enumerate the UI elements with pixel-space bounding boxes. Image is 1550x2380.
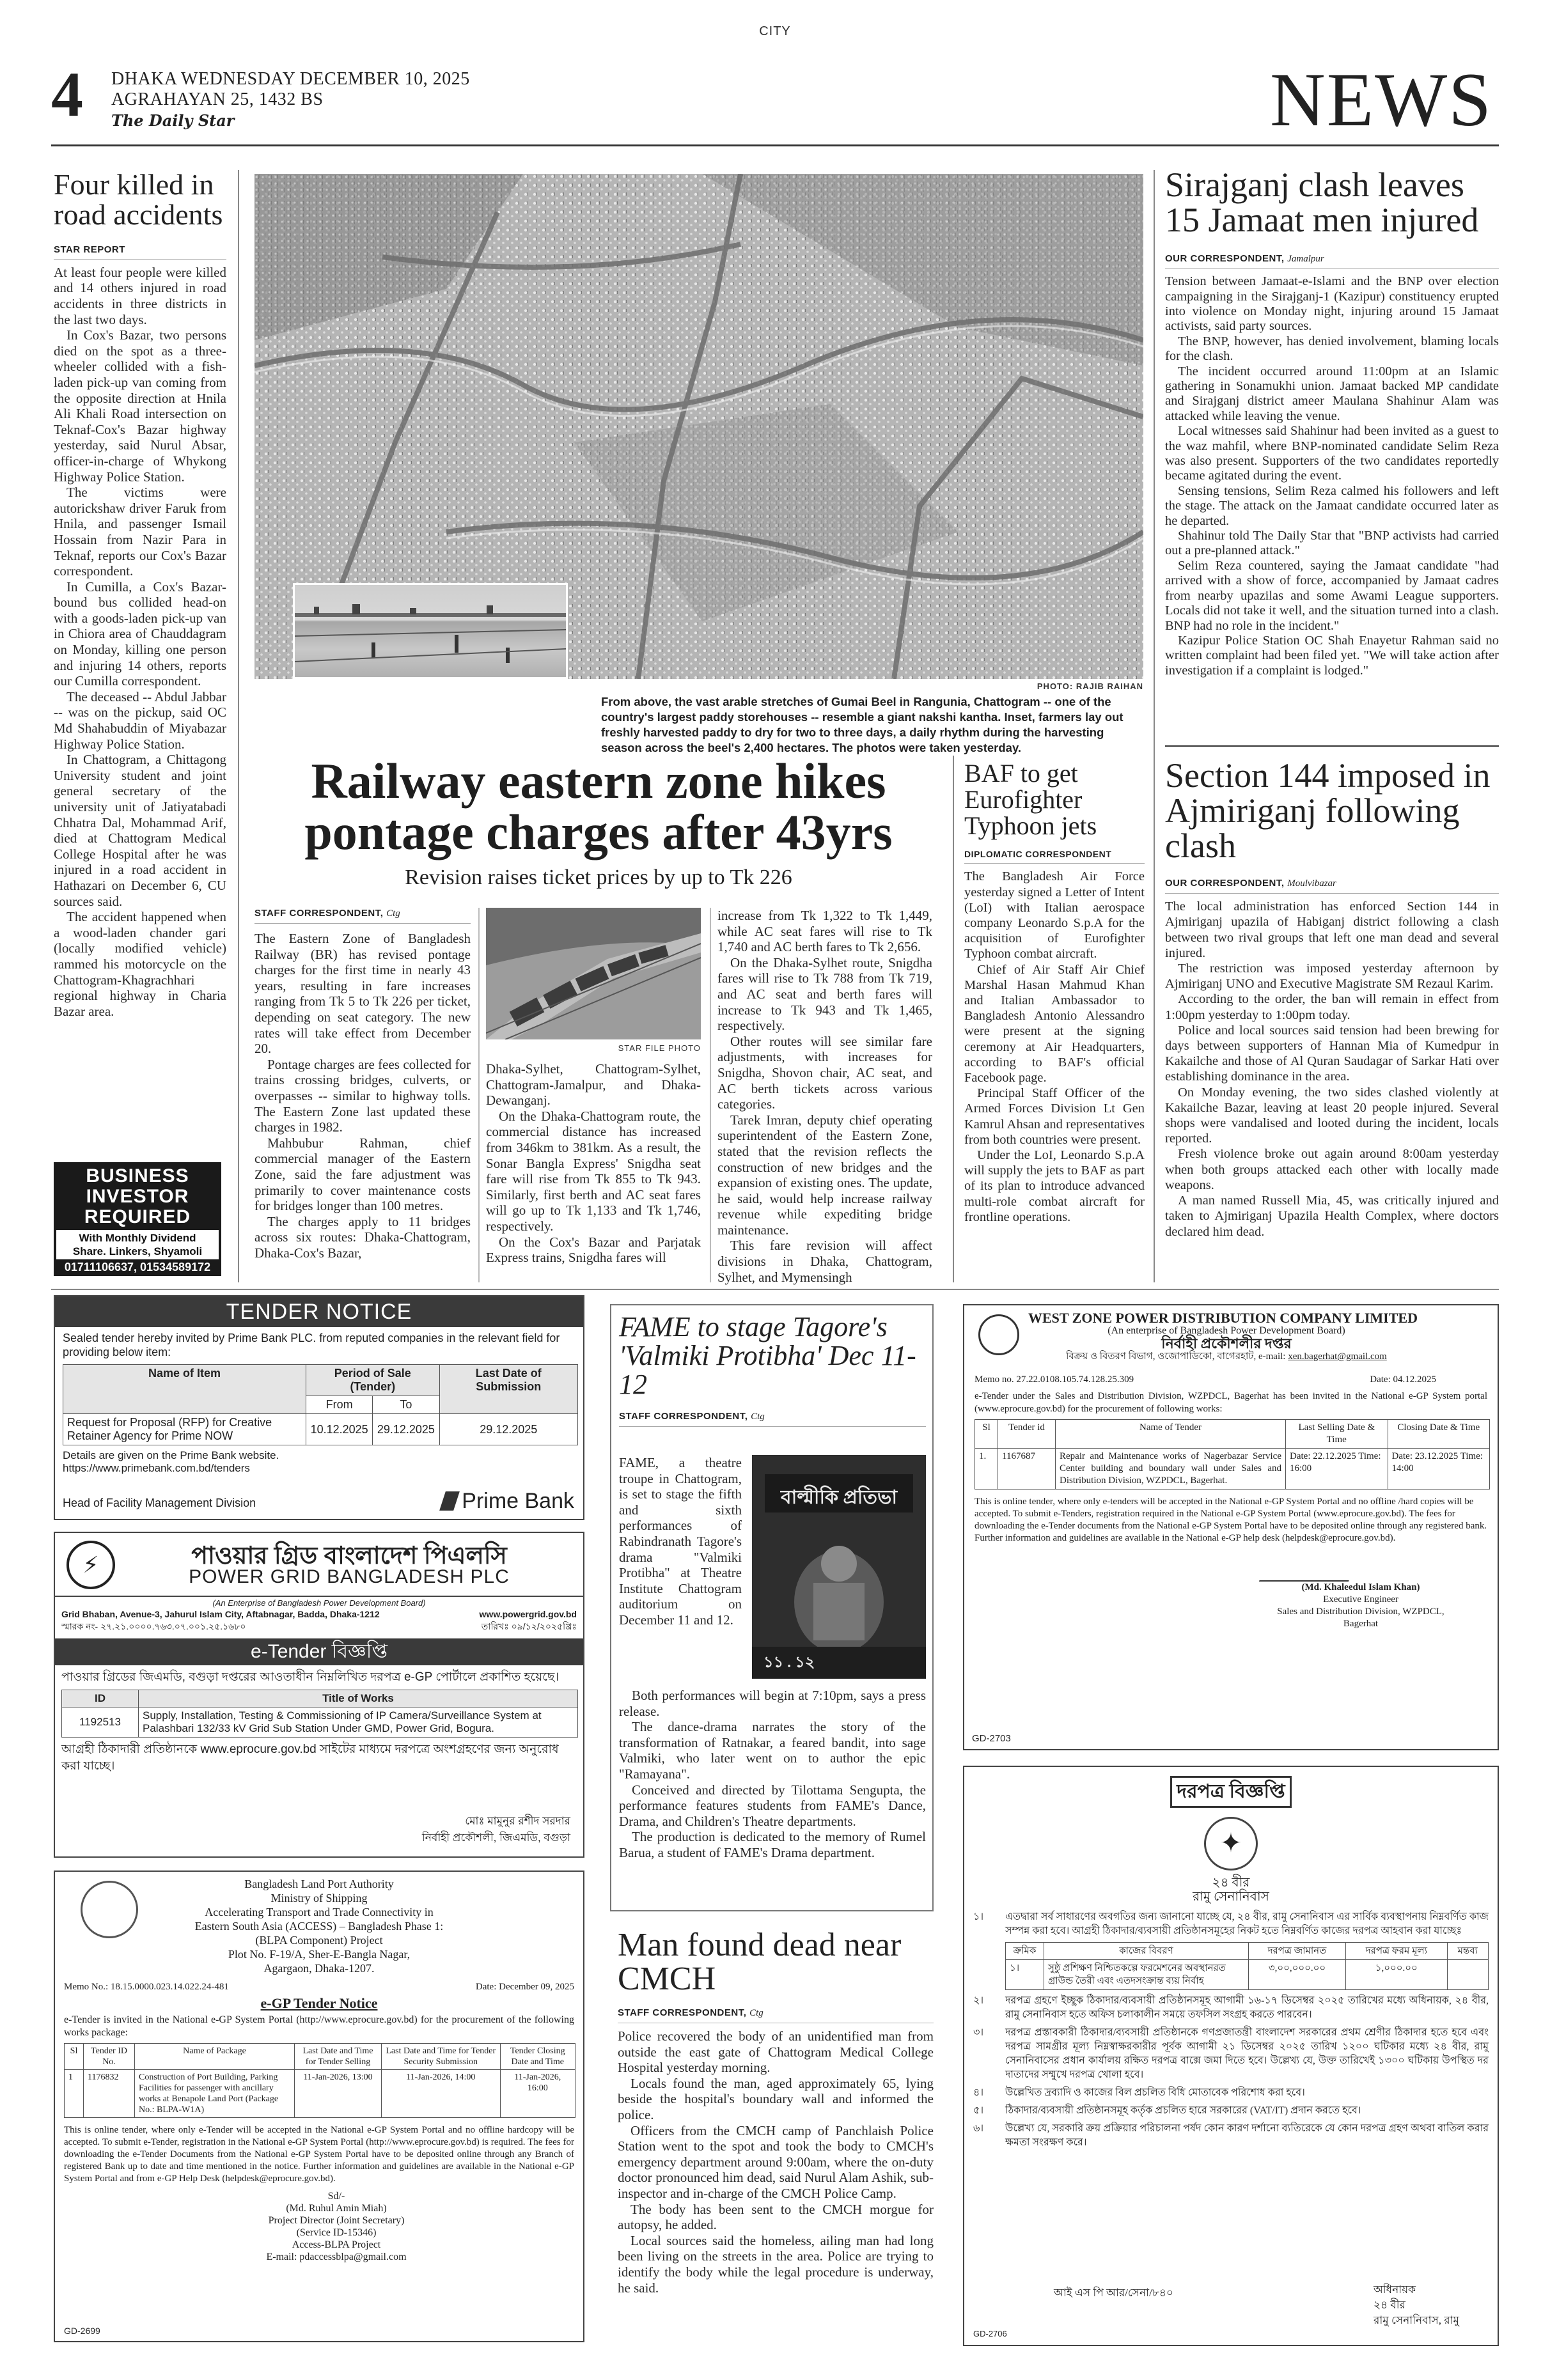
blpa-date: Date: December 09, 2025	[475, 1982, 574, 1992]
sirajganj-headline: Sirajganj clash leaves 15 Jamaat men injured	[1165, 166, 1479, 240]
prime-note1: Details are given on the Prime Bank website.	[63, 1449, 279, 1461]
aerial-photo	[254, 174, 1143, 679]
blpa-tender	[54, 1871, 584, 2342]
cmch-headline: Man found dead near CMCH	[618, 1927, 902, 1998]
railway-byline	[254, 908, 471, 924]
pgb-en-name: POWER GRID BANGLADESH PLC	[189, 1566, 510, 1587]
prime-to: 29.12.2025	[373, 1414, 439, 1445]
business-ad-line2: INVESTOR	[86, 1186, 189, 1207]
wzpdcl-s4: Bagerhat	[1343, 1619, 1379, 1629]
road-para: In Cumilla, a Cox's Bazar-bound bus collided head-on with a goods-laden pick-up van in Chiora area of Chauddagram on Monday, killing one person and injuring 14 others, reports our Cumilla correspondent.	[54, 579, 226, 689]
wzpdcl-memo: Memo no. 27.22.0108.105.74.128.25.309	[975, 1374, 1134, 1385]
pgb-invite: আগ্রহী ঠিকাদারী প্রতিষ্ঠানকে www.eprocure.gov.bd সাইটের মাধ্যমে দরপত্রে অংশগ্রহণের জন্য অনুরোধ করা যাচ্ছে।	[61, 1743, 559, 1773]
page-number: 4	[51, 59, 83, 130]
army-table	[1005, 1942, 1489, 1990]
sirajganj-para: The BNP, however, has denied involvement, blaming locals for the clash.	[1165, 334, 1499, 364]
sirajganj-para: Local witnesses said Shahinur had been invited as a guest to the waz mahfil, where BNP-nominated candidate Selim Reza was also present. Supporters of the two candidates reportedly became agitated during the event.	[1165, 424, 1499, 483]
railway-para: Dhaka-Sylhet, Chattogram-Sylhet, Chattogram-Jamalpur, and Dhaka-Dewanganj.	[486, 1061, 701, 1108]
blpa-th: Name of Package	[135, 2044, 295, 2070]
cmch-byline	[618, 2007, 934, 2023]
prime-brand	[442, 1489, 574, 1514]
wzpdcl-td: 1.	[975, 1449, 998, 1489]
prime-logo-icon	[439, 1491, 460, 1511]
blpa-td: Construction of Port Building, Parking Facilities for passenger with ancillary works at Benapole Land Port (Package No.: BLPA-W1A)	[135, 2070, 295, 2118]
army-title: দরপত্র বিজ্ঞপ্তি	[1170, 1776, 1292, 1808]
railway-para: On the Cox's Bazar and Parjatak Express trains, Snigdha fares will	[486, 1234, 701, 1266]
pgb-h-id: ID	[62, 1690, 139, 1707]
wzpdcl-date: Date: 04.12.2025	[1370, 1374, 1436, 1385]
prime-intro: Sealed tender hereby invited by Prime Bank PLC. from reputed companies in the relevant field for providing below item:	[63, 1332, 560, 1358]
sirajganj-divider	[1165, 745, 1499, 747]
fame-para: Conceived and directed by Tilottama Sengupta, the performance features students from FAME's Dance, Drama, and Children's Theatre departments.	[619, 1782, 926, 1829]
fame-byline-text: STAFF CORRESPONDENT,	[619, 1410, 748, 1422]
blpa-title: e-GP Tender Notice	[260, 1995, 378, 2011]
baf-byline: DIPLOMATIC CORRESPONDENT	[964, 849, 1145, 864]
wzpdcl-th: Tender id	[998, 1420, 1056, 1449]
blpa-h7: Agargaon, Dhaka-1207.	[263, 1962, 375, 1975]
pgb-web: www.powergrid.gov.bd	[479, 1609, 577, 1619]
blpa-th: Tender Closing Date and Time	[500, 2044, 575, 2070]
army-num: ৬।	[973, 2123, 984, 2134]
army-th: দরপত্র জামানত	[1249, 1943, 1346, 1960]
inset-photo-art	[295, 585, 566, 677]
baf-para: Principal Staff Officer of the Armed Forces Division Lt Gen Kamrul Ahsan and representatives from both countries were present.	[964, 1086, 1145, 1147]
prime-h-period: Period of Sale (Tender)	[306, 1365, 440, 1396]
army-num: ৫।	[973, 2105, 984, 2116]
railway-para: The charges apply to 11 bridges across six routes: Dhaka-Chattogram, Dhaka-Cox's Bazar,	[254, 1213, 471, 1261]
business-ad-line5: Share. Linkers, Shyamoli	[72, 1245, 203, 1257]
section144-para: Police and local sources said tension had been brewing for days between supporters of Hannan Mia of Kumedpur in Kakailche and those of Al Quran Saudagar of Sarkar Hati over establishing dominance in the area.	[1165, 1023, 1499, 1084]
blpa-td: 11-Jan-2026, 16:00	[500, 2070, 575, 2118]
fame-poster-dates: ১১ . ১২	[763, 1654, 815, 1671]
blpa-h3: Accelerating Transport and Trade Connectivity in	[205, 1906, 434, 1918]
wzpdcl-intro: e-Tender under the Sales and Distribution Division, WZPDCL, Bagerhat has been invited in the National e-GP System portal (www.eprocure.gov.bd) for the procurement of following works:	[975, 1391, 1487, 1414]
fame-para: Both performances will begin at 7:10pm, says a press release.	[619, 1688, 926, 1719]
fame-para: The production is dedicated to the memory of Rumel Barua, a student of FAME's Drama department.	[619, 1829, 926, 1860]
army-td: ৩,০০,০০০.০০	[1249, 1960, 1346, 1990]
army-p2: দরপত্র গ্রহণে ইচ্ছুক ঠিকাদার/ব্যবসায়ী প্রতিষ্ঠানসমূহ আগামী ১৬-১৭ ডিসেম্বর ২০২৫ তারিখের মধ্যে অধিনায়ক, ২৪ বীর, রামু সেনানিবাস হতে অফিস চলাকালীন সময়ে তফসিল সংগ্রহ করতে পারবেন।	[1005, 1995, 1489, 2020]
wzpdcl-sub: (An enterprise of Bangladesh Power Development Board)	[1108, 1325, 1345, 1336]
army-th: কাজের বিবরণ	[1044, 1943, 1249, 1960]
railway-para: increase from Tk 1,322 to Tk 1,449, while AC seat fares will rise to Tk 1,740 and AC berth fares to Tk 2,656.	[717, 908, 932, 955]
wzpdcl-sign	[1233, 1582, 1489, 1630]
prime-sign: Head of Facility Management Division	[63, 1497, 256, 1509]
blpa-th: Last Date and Time for Tender Security Submission	[382, 2044, 501, 2070]
baf-para: Chief of Air Staff Air Chief Marshal Hasan Mahmud Khan and Italian Ambassador to Bangladesh Antonio Alessandro were present at the signing ceremony at Air Headquarters, according to BAF's official Facebook page.	[964, 962, 1145, 1085]
wzpdcl-tender	[963, 1304, 1499, 1750]
blpa-h5: (BLPA Component) Project	[255, 1934, 383, 1947]
col-rule	[1154, 170, 1155, 1282]
army-s3: রামু সেনানিবাস, রামু	[1373, 2314, 1459, 2326]
army-gd: GD-2706	[973, 2329, 1007, 2338]
photo-credit: PHOTO: RAJIB RAIHAN	[1037, 681, 1143, 691]
army-s2: ২৪ বীর	[1373, 2299, 1405, 2311]
section144-para: On Monday evening, the two sides clashed violently at Kakailche Bazar, leaving at least 20 people injured. Several shops were vandalised and looted during the incident, locals reported.	[1165, 1085, 1499, 1146]
fame-place: Ctg	[751, 1411, 765, 1422]
army-emblem-icon: ✦	[1204, 1817, 1258, 1871]
baf-headline: BAF to get Eurofighter Typhoon jets	[964, 759, 1097, 840]
army-p4: উল্লেখিত দ্রব্যাদি ও কাজের বিল প্রচলিত বিধি মোতাবেক পরিশোধ করা হবে।	[1005, 2087, 1305, 2098]
blpa-td: 1	[65, 2070, 84, 2118]
blpa-h2: Ministry of Shipping	[270, 1892, 368, 1904]
cmch-para: Local sources said the homeless, ailing man had long been living on the streets in the area. Police are trying to identify the body while the legal procedure is underway, he said.	[618, 2232, 934, 2296]
cmch-para: Officers from the CMCH camp of Panchlaish Police Station went to the spot and took the body to CMCH's emergency department around 9:00am, where the on-duty doctor pronounced him dead, said Nurul Alam Ashik, sub-inspector and in-charge of the CMCH Police Camp.	[618, 2122, 934, 2201]
photo-caption: From above, the vast arable stretches of Gumai Beel in Ranguniа, Chattogram -- one of the country's largest paddy storehouses -- resemble a giant nakshi kantha. Inset, farmers lay out freshly harvested paddy to dry for two to three days, a daily rhythm during the harvesting season across the beel's 2,400 hectares. The photos were taken yesterday.	[601, 695, 1123, 754]
road-para: At least four people were killed and 14 others injured in road accidents in three districts in the last two days.	[54, 264, 226, 327]
blpa-s5: E-mail: pdaccessblpa@gmail.com	[266, 2252, 407, 2262]
section144-para: A man named Russell Mia, 45, was critically injured and taken to Ajmiriganj Upazila Health Complex, where doctors declared him dead.	[1165, 1194, 1499, 1239]
cmch-para: Police recovered the body of an unidentified man from outside the east gate of Chattogram Medical College Hospital yesterday morning.	[618, 2028, 934, 2076]
blpa-th: Tender ID No.	[84, 2044, 135, 2070]
prime-title: TENDER NOTICE	[55, 1296, 583, 1327]
prime-h-from: From	[306, 1396, 373, 1414]
masthead-rule	[51, 144, 1499, 146]
wzpdcl-s3: Sales and Distribution Division, WZPDCL,	[1277, 1606, 1444, 1617]
blpa-s3: (Service ID-15346)	[296, 2227, 377, 2238]
business-ad-line3: REQUIRED	[84, 1206, 191, 1227]
wzpdcl-bn-addr-row	[1028, 1350, 1425, 1363]
railway-para: Mahbubur Rahman, chief commercial manager of the Eastern Zone, said the fare adjustment was primarily to cover maintenance costs for bridges longer than 100 metres.	[254, 1135, 471, 1214]
prime-h-last: Last Date of Submission	[439, 1365, 577, 1414]
army-num: ১।	[973, 1911, 984, 1922]
road-para: The deceased -- Abdul Jabbar -- was on the pickup, said OC Md Shahabuddin of Miyabazar Highway Police Station.	[54, 688, 226, 752]
blpa-intro: e-Tender is invited in the National e-GP System Portal (http://www.eprocure.gov.bd) for the procurement of the following works package:	[64, 2014, 574, 2038]
business-ad-body	[56, 1230, 219, 1259]
fame-para: The dance-drama narrates the story of the transformation of Ratnakar, a feared bandit, into sage Valmiki, who later went on to author the epic "Ramayana".	[619, 1719, 926, 1782]
pgb-h-title: Title of Works	[139, 1690, 578, 1707]
army-th: মন্তব্য	[1447, 1943, 1488, 1960]
prime-table	[63, 1364, 578, 1445]
army-camp: রামু সেনানিবাস	[1193, 1890, 1269, 1904]
col-rule	[710, 908, 711, 1282]
cmch-para: Locals found the man, aged approximately 65, lying beside the hospital's boundary wall and informed the police.	[618, 2075, 934, 2123]
railway-para: On the Dhaka-Sylhet route, Snigdha fares will rise to Tk 788 from Tk 719, and AC seat and berth fares will increase to Tk 943 and Tk 1,465, respectively.	[717, 954, 932, 1034]
train-photo-art	[486, 908, 701, 1039]
sirajganj-para: Selim Reza countered, saying the Jamaat candidate "had arrived with a show of force, accompanied by Jamaat cadres from nearby upazilas and some Awami League supporters. Locals did not take it well, and the situation turned into a clash. BNP had no role in the incident."	[1165, 558, 1499, 633]
pgb-memo-row	[55, 1619, 583, 1635]
blpa-memo: Memo No.: 18.15.0000.023.14.022.24-481	[64, 1982, 229, 1992]
pgb-table	[61, 1690, 578, 1738]
pgb-id: 1192513	[62, 1707, 139, 1738]
road-para: In Cox's Bazar, two persons died on the spot as a three-wheeler collided with a fish-laden pick-up van coming from the opposite direction at Hnila Ali Khali Road intersection on Teknaf-Cox's Bazar highway yesterday, said Nurul Absar, officer-in-charge of Whykong Highway Police Station.	[54, 327, 226, 485]
blpa-s2: Project Director (Joint Secretary)	[268, 2215, 405, 2226]
road-para: In Chattogram, a Chittagong University student and joint general secretary of the university unit of Jatiyatabadi Chhatra Dal, Mohammad Arif, died at Chattogram Medical College Hospital after he was injured in a road accident in Hathazari on December 6, CU sources said.	[54, 752, 226, 909]
col-rule	[953, 756, 954, 1282]
pgb-addr-row	[55, 1609, 583, 1619]
sirajganj-para: The incident occurred around 11:00pm at an Islamic gathering in Sonamukhi union. Jamaat backed MP candidate and Sirajganj district ameer Maulana Shahinur Alam was attacked while leaving the venue.	[1165, 364, 1499, 423]
business-ad-line4: With Monthly Dividend	[79, 1232, 196, 1244]
army-p1: এতদ্বারা সর্ব সাধারণের অবগতির জন্য জানানো যাচ্ছে যে, ২৪ বীর, রামু সেনানিবাস এর সার্বিক ব্যবস্থাপনায় নিম্নবর্ণিত কাজ সম্পন্ন করা হবে। আগ্রহী ঠিকাদার/ব্যবসায়ী প্রতিষ্ঠানসমূহের নিকট হতে নিম্নবর্ণিত কাজের দরপত্র আহবান করা যাচ্ছেঃ	[1005, 1911, 1489, 1936]
blpa-h6: Plot No. F-19/A, Sher-E-Bangla Nagar,	[228, 1948, 411, 1961]
col-rule	[238, 170, 239, 1282]
railway-para: On the Dhaka-Chattogram route, the commercial distance has increased from 346km to 381km. As a result, the Sonar Bangla Express' Snigdha seat fare will rise from Tk 855 to Tk 943. Similarly, first berth and AC seat fares will go up to Tk 1,133 and Tk 1,746, respectively.	[486, 1108, 701, 1234]
road-para: The victims were autorickshaw driver Faruk from Hnila, and passenger Ismail Hossain from Nazir Para in Teknaf, reports our Cox's Bazar correspondent.	[54, 485, 226, 579]
railway-para: The Eastern Zone of Bangladesh Railway (BR) has revised pontage charges for the first time in nearly 43 years, resulting in fare increases ranging from Tk 5 to Tk 226 per ticket, depending on seat category. The new rates will take effect from December 20.	[254, 931, 471, 1057]
section144-para: Fresh violence broke out again around 8:00am yesterday when both groups attacked each other with locally made weapons.	[1165, 1147, 1499, 1192]
army-p2-row	[964, 1994, 1498, 2022]
army-num: ২।	[973, 1995, 984, 2006]
blpa-h1: Bangladesh Land Port Authority	[244, 1878, 394, 1890]
bangla-dateline: AGRAHAYAN 25, 1432 BS	[111, 89, 324, 109]
army-td: ১,০০০.০০	[1346, 1960, 1448, 1990]
pgb-etender: e-Tender বিজ্ঞপ্তি	[55, 1638, 583, 1665]
section144-byline	[1165, 878, 1499, 894]
wzpdcl-td: Repair and Maintenance works of Nagerbazar Service Center building and boundary wall under Sales and Distribution Division, WZPDCL, Bagerhat.	[1056, 1449, 1286, 1489]
blpa-s4: Access-BLPA Project	[292, 2239, 381, 2250]
railway-col2	[486, 1061, 701, 1266]
section144-para: The local administration has enforced Section 144 in Ajmiriganj upazila of Habiganj district following a clash between two rival groups that left one man dead and several injured.	[1165, 899, 1499, 960]
pgb-memo: স্মারক নং- ২৭.২১.০০০০.৭৬৩.০৭.০০১.২৫.১৬৮০	[61, 1621, 246, 1631]
section144-place: Moulvibazar	[1287, 878, 1336, 889]
army-p6: উল্লেখ্য যে, সরকারি ক্রয় প্রক্রিয়ার পরিচালনা পর্ষদ কোন কারণ দর্শানো ব্যতিরেকে যে কোন দরপত্র গ্রহণ অথবা বাতিল করার ক্ষমতা সংরক্ষণ করে।	[1005, 2123, 1489, 2148]
wzpdcl-s2: Executive Engineer	[1323, 1594, 1398, 1605]
army-isp: আই এস পি আর/সেনা/৮৪০	[1054, 2287, 1173, 2299]
army-sign	[1374, 2282, 1459, 2328]
prime-from: 10.12.2025	[306, 1414, 373, 1445]
section144-byline-text: OUR CORRESPONDENT,	[1165, 878, 1285, 889]
train-photo-credit: STAR FILE PHOTO	[618, 1043, 701, 1053]
cmch-article	[618, 1928, 934, 2296]
train-photo	[486, 908, 701, 1039]
wzpdcl-th: Closing Date & Time	[1388, 1420, 1490, 1449]
cmch-body	[618, 2028, 934, 2296]
fame-box-border	[610, 1304, 934, 1911]
army-td: সুষ্ঠু প্রশিক্ষণ নিশ্চিতকল্পে ফরমেশনের অবস্থানরত গ্রাউন্ড তৈরী এবং এতদসংক্রান্ত ব্যয় নির্বাহ	[1044, 1960, 1249, 1990]
prime-h-item: Name of Item	[63, 1365, 306, 1414]
army-tender	[963, 1766, 1499, 2346]
road-article	[54, 170, 226, 1019]
pgb-tender	[54, 1532, 584, 1858]
pgb-bn-name: পাওয়ার গ্রিড বাংলাদেশ পিএলসি	[191, 1543, 507, 1569]
baf-para: The Bangladesh Air Force yesterday signed a Letter of Intent (LoI) with Italian aerospace company Leonardo S.p.A for the acquisition of Eurofighter Typhoon combat aircraft.	[964, 869, 1145, 961]
blpa-th: Sl	[65, 2044, 84, 2070]
railway-headline: Railway eastern zone hikes pontage charges after 43yrs	[304, 753, 893, 860]
sirajganj-article	[1165, 167, 1499, 678]
prime-brand-name: Prime Bank	[462, 1489, 574, 1513]
railway-byline-text: STAFF CORRESPONDENT,	[254, 908, 384, 919]
prime-h-to: To	[373, 1396, 439, 1414]
army-num: ৪।	[973, 2087, 984, 2098]
wzpdcl-signature-icon	[1259, 1550, 1360, 1582]
army-p5: ঠিকাদার/ব্যবসায়ী প্রতিষ্ঠানসমূহ কর্তৃক প্রচলিত হারে সরকারের (VAT/IT) প্রদান করতে হবে।	[1005, 2105, 1361, 2116]
blpa-td: 11-Jan-2026, 14:00	[382, 2070, 501, 2118]
prime-tender	[54, 1295, 584, 1520]
pgb-addr: Grid Bhaban, Avenue-3, Jahurul Islam City, Aftabnagar, Badda, Dhaka-1212	[61, 1609, 380, 1619]
railway-para: Tarek Imran, deputy chief operating superintendent of the Eastern Zone, stated that the revision reflects the construction of new bridges and the expansion of existing ones. The update, he said, would help increase railway revenue while expediting bridge maintenance.	[717, 1112, 932, 1238]
fame-headline: FAME to stage Tagore's 'Valmiki Protibha' Dec 11-12	[619, 1311, 916, 1400]
army-p3-row	[964, 2026, 1498, 2082]
blpa-memo-row	[55, 1975, 583, 1993]
railway-place: Ctg	[386, 908, 400, 919]
army-p4-row	[964, 2086, 1498, 2100]
business-ad	[54, 1162, 221, 1276]
section144-headline: Section 144 imposed in Ajmiriganj following clash	[1165, 756, 1491, 866]
wzpdcl-s1: (Md. Khaleedul Islam Khan)	[1301, 1582, 1420, 1592]
baf-body	[964, 869, 1145, 1225]
cmch-para: The body has been sent to the CMCH morgue for autopsy, he added.	[618, 2201, 934, 2233]
army-num: ৩।	[973, 2027, 984, 2038]
section-title: NEWS	[1270, 57, 1492, 142]
prime-item: Request for Proposal (RFP) for Creative Retainer Agency for Prime NOW	[63, 1414, 306, 1445]
road-headline: Four killed in road accidents	[54, 168, 223, 231]
blpa-logo-icon	[81, 1881, 138, 1938]
blpa-th: Last Date and Time for Tender Selling	[295, 2044, 382, 2070]
wzpdcl-table	[975, 1419, 1490, 1489]
section144-article	[1165, 758, 1499, 1240]
pgb-date: তারিখঃ ০৯/১২/২০২৫খ্রিঃ	[481, 1621, 577, 1631]
wzpdcl-td: Date: 22.12.2025 Time: 16:00	[1286, 1449, 1388, 1489]
section144-para: The restriction was imposed yesterday afternoon by Ajmiriganj UNO and Executive Magistrate SM Rezaul Karim.	[1165, 961, 1499, 992]
railway-subhead: Revision raises ticket prices by up to Tk 226	[405, 866, 792, 889]
sirajganj-place: Jamalpur	[1287, 254, 1324, 265]
wzpdcl-td: Date: 23.12.2025 Time: 14:00	[1388, 1449, 1490, 1489]
pgb-sign1: মোঃ মামুনুর রশীদ সরদার	[465, 1815, 570, 1827]
blpa-gd: GD-2699	[64, 2326, 100, 2336]
paper-logo: The Daily Star	[111, 111, 235, 130]
cmch-byline-text: STAFF CORRESPONDENT,	[618, 2007, 747, 2019]
sirajganj-para: Shahinur told The Daily Star that "BNP activists had carried out a pre-planned attack."	[1165, 529, 1499, 558]
sirajganj-byline	[1165, 253, 1499, 269]
wzpdcl-name: WEST ZONE POWER DISTRIBUTION COMPANY LIMITED	[1028, 1310, 1418, 1326]
blpa-td: 1176832	[84, 2070, 135, 2118]
army-td	[1447, 1960, 1488, 1990]
army-p3: দরপত্র প্রস্তাবকারী ঠিকাদার/ব্যবসায়ী প্রতিষ্ঠানকে গণপ্রজাতন্ত্রী বাংলাদেশ সরকারের প্রথম শ্রেণীর ঠিকাদার হতে হবে এবং দরপত্র সামগ্রীর মূল্য নিম্নস্বাক্ষরকারীর পূর্বক আগামী ২১ ডিসেম্বর ২০২৫ তারিখ ১২০০ ঘটিকার মধ্যে ২৪ বীর, রামু সেনানিবাসের প্রধান কার্যালয় রক্ষিত দরপত্র বাক্সে জমা দিতে হবে। উল্লেখ্য যে, উক্ত তারিখেই ১৩০০ ঘটিকায় উপস্থিত দর দাতাদের সম্মুখে দরপত্র খোলা হবে।	[1005, 2027, 1489, 2080]
wzpdcl-th: Last Selling Date & Time	[1286, 1420, 1388, 1449]
wzpdcl-logo-icon	[978, 1314, 1019, 1355]
pgb-work: Supply, Installation, Testing & Commissioning of IP Camera/Surveillance System at Palashbari 132/33 kV Grid Sub Station Under GMD, Power Grid, Bogura.	[139, 1707, 578, 1738]
section144-body	[1165, 899, 1499, 1239]
wzpdcl-email[interactable]: xen.bagerhat@gmail.com	[1288, 1351, 1387, 1362]
railway-para: Other routes will see similar fare adjustments, with increases for Snigdha, Shovon chair, AC seat, and AC berth tickets across various categories.	[717, 1033, 932, 1112]
wzpdcl-gd: GD-2703	[972, 1733, 1011, 1744]
army-s1: অধিনায়ক	[1373, 2283, 1416, 2296]
blpa-h4: Eastern South Asia (ACCESS) – Bangladesh Phase 1:	[194, 1920, 444, 1933]
pgb-header	[55, 1533, 583, 1597]
wzpdcl-memo-row	[964, 1363, 1498, 1390]
road-byline: STAR REPORT	[54, 244, 226, 260]
wzpdcl-th: Sl	[975, 1420, 998, 1449]
wzpdcl-td: 1167687	[998, 1449, 1056, 1489]
cmch-place: Ctg	[749, 2008, 763, 2019]
business-ad-line1: BUSINESS	[86, 1165, 189, 1186]
prime-note2: https://www.primebank.com.bd/tenders	[63, 1462, 250, 1474]
fame-poster-title: বাল্মীকি প্রতিভা	[780, 1487, 898, 1508]
ads-top-rule	[51, 1289, 1499, 1290]
blpa-sign	[208, 2190, 464, 2263]
army-unit: ২৪ বীর	[1212, 1876, 1250, 1890]
pgb-sign2: নির্বাহী প্রকৌশলী, জিএমডি, বগুড়া	[421, 1832, 570, 1844]
fame-para: FAME, a theatre troupe in Chattogram, is set to stage the fifth and sixth performances of Rabindranath Tagore's drama "Valmiki Protibha" at Theatre Institute Chattogram auditorium on December 11 and 12.	[619, 1455, 742, 1628]
blpa-s1: (Md. Ruhul Amin Miah)	[286, 2203, 387, 2214]
inset-photo	[293, 583, 568, 679]
section144-para: According to the order, the ban will remain in effect from 1:00pm yesterday to 1:00pm today.	[1165, 992, 1499, 1022]
army-th: ক্রমিক	[1006, 1943, 1044, 1960]
army-p6-row	[964, 2122, 1498, 2150]
sirajganj-para: Sensing tensions, Selim Reza calmed his followers and left the stage. The attack on the Jamaat candidate occurred later as he departed.	[1165, 483, 1499, 528]
wzpdcl-th: Name of Tender	[1056, 1420, 1286, 1449]
road-para: The accident happened when a wood-laden chander gari (locally modified vehicle) rammed his motorcycle on the Chattogram-Khagrachhari regional highway in Charia Bazar area.	[54, 909, 226, 1019]
pgb-sub: (An Enterprise of Bangladesh Power Development Board)	[212, 1598, 426, 1608]
railway-para: Pontage charges are fees collected for trains crossing bridges, culverts, or overpasses -- similar to highway tolls. The Eastern Zone last updated these charges in 1982.	[254, 1056, 471, 1135]
blpa-note: This is online tender, where only e-Tender will be accepted in the National e-GP System Portal and no offline hardcopy will be accepted. To submit e-Tender, registration in the National e-GP System Portal (http://www.eprocure.gov.bd) is required. The fees for downloading the e-Tender Documents from the National e-GP System Portal have to be deposited online through any Branch of registered Bank up to date and time mentioned in the notice. Further information and guidelines are available in the National e-GP System Portal and from e-GP Help Desk (helpdesk@eprocure.gov.bd).	[64, 2125, 574, 2184]
army-td: ১।	[1006, 1960, 1044, 1990]
army-th: দরপত্র ফরম মূল্য	[1346, 1943, 1448, 1960]
dateline: DHAKA WEDNESDAY DECEMBER 10, 2025	[111, 69, 470, 89]
baf-para: Under the LoI, Leonardo S.p.A will supply the jets to BAF as part of its plan to introduce advanced multi-role combat aircraft for frontline operations.	[964, 1148, 1145, 1224]
sirajganj-para: Tension between Jamaat-e-Islami and the BNP over election campaigning in the Sirajganj-1 (Kazipur) constituency erupted into violence on Monday night, injuring around 15 Jamaat activists, said party sources.	[1165, 274, 1499, 334]
army-p1-row	[964, 1910, 1498, 1938]
blpa-td: 11-Jan-2026, 13:00	[295, 2070, 382, 2118]
wzpdcl-bn-office: নির্বাহী প্রকৌশলীর দপ্তর	[1161, 1335, 1292, 1351]
pgb-intro: পাওয়ার গ্রিডের জিএমডি, বগুড়া দপ্তরের আওতাধীন নিম্নলিখিত দরপত্র e-GP পোর্টালে প্রকাশিত হয়েছে।	[61, 1670, 560, 1684]
railway-col1	[254, 931, 471, 1261]
blpa-sd: Sd/-	[327, 2191, 345, 2202]
sirajganj-para: Kazipur Police Station OC Shah Enayetur Rahman said no written complaint had been filed yet. "We will take action after investigation if a complaint is lodged."	[1165, 633, 1499, 678]
sirajganj-byline-text: OUR CORRESPONDENT,	[1165, 253, 1285, 265]
blpa-table	[64, 2043, 575, 2118]
road-body	[54, 265, 226, 1020]
col-rule	[478, 908, 480, 1282]
prime-last: 29.12.2025	[439, 1414, 577, 1445]
baf-article	[964, 761, 1145, 1225]
wzpdcl-bn-addr: বিক্রয় ও বিতরণ বিভাগ, ওজোপাডিকো, বাগেরহাট, e-mail:	[1066, 1351, 1286, 1362]
sirajganj-body	[1165, 274, 1499, 678]
railway-para: This fare revision will affect divisions in Dhaka, Chattogram, Sylhet, and Mymensingh	[717, 1238, 932, 1285]
army-p5-row	[964, 2104, 1498, 2118]
section-label: CITY	[759, 24, 791, 38]
wzpdcl-note: This is online tender, where only e-tenders will be accepted in the National e-GP System Portal and no offline /hard copies will be accepted. To submit e-Tenders, registration required in the National e-GP System Portal (www.eprocure.gov.bd). The fees for downloading the e-Tender documents from the National e-GP System Portal have to be deposited online through any registered bank. Further information and guidelines are available in the National e-GP help desk (helpdesk@eprocure.gov.bd).	[975, 1497, 1487, 1543]
railway-col3	[717, 908, 932, 1285]
pgb-logo-icon: ⚡	[67, 1541, 115, 1589]
business-ad-phones: 01711106637, 01534589172	[64, 1261, 211, 1273]
